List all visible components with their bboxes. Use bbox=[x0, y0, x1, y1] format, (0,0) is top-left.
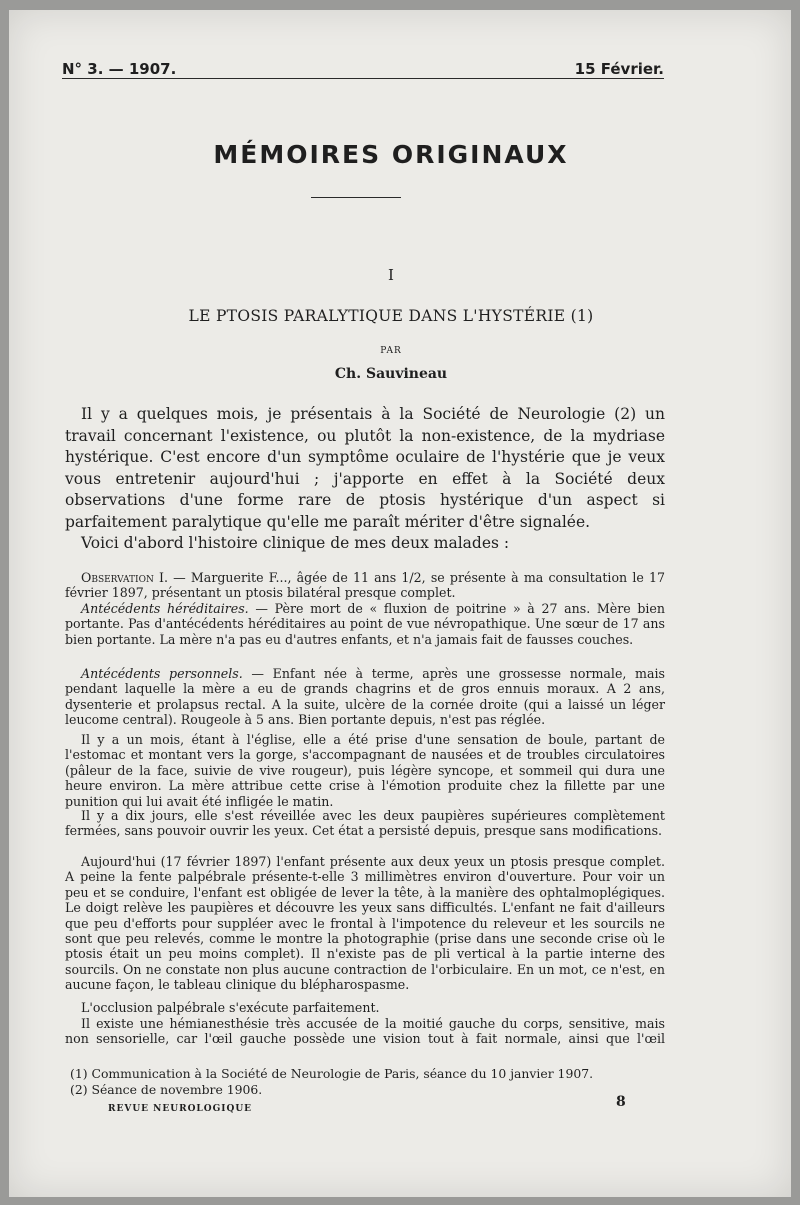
journal-name: REVUE NEUROLOGIQUE bbox=[108, 1104, 253, 1114]
observation-label: Observation I. bbox=[81, 570, 168, 585]
personal-text: — Enfant née à terme, après une grossesse normale, mais pendant laquelle la mère a eu de grands chagrins et de gros ennuis moraux. A 2 ans, dysenterie et prolapsus rectal. A la suite, ulcère de la cornée droite (qui a laissé un léger leucome central). Rougeole à 5 ans. Bien portante depuis, n'est pas réglée. bbox=[65, 666, 665, 728]
header-rule bbox=[62, 78, 664, 79]
crisis-paragraph: Il y a un mois, étant à l'église, elle a été prise d'une sensation de boule, partant de l'estomac et montant vers la gorge, s'accompagnant de nausées et de troubles circulatoires (pâleur de la face, suivie de vive rougeur), puis légère syncope, et sommeil qui dura une heure environ. La mère attribue cette crise à l'émotion produite chez la fillette par une punition qui lui avait été infligée le matin. bbox=[65, 732, 665, 809]
running-header bbox=[62, 60, 664, 84]
occlusion-paragraph: L'occlusion palpébrale s'exécute parfaitement. bbox=[81, 1000, 380, 1015]
personal-label: Antécédents personnels. bbox=[81, 666, 243, 681]
section-title: MÉMOIRES ORIGINAUX bbox=[213, 140, 569, 169]
page-number: 8 bbox=[616, 1094, 626, 1110]
footnote-2: (2) Séance de novembre 1906. bbox=[70, 1082, 263, 1097]
eyelids-paragraph: Il y a dix jours, elle s'est réveillée avec les deux paupières supérieures complètement fermées, sans pouvoir ouvrir les yeux. Cet état a persisté depuis, presque sans modifications. bbox=[65, 808, 665, 839]
issue-date: 15 Février. bbox=[574, 60, 664, 78]
observation-intro bbox=[65, 570, 665, 601]
intro-paragraph-2: Voici d'abord l'histoire clinique de mes deux malades : bbox=[81, 534, 510, 552]
observation-text: — Marguerite F..., âgée de 11 ans 1/2, se présente à ma consultation le 17 février 1897, présentant un ptosis bilatéral presque complet. bbox=[65, 570, 665, 601]
article-number: I bbox=[388, 266, 394, 284]
hemianesthesia-paragraph: Il existe une hémianesthésie très accusée de la moitié gauche du corps, sensitive, mais non sensorielle, car l'œil gauche possède une vision tout à fait normale, ainsi que l'œil bbox=[65, 1016, 665, 1047]
author-name: Ch. Sauvineau bbox=[334, 366, 448, 382]
hereditary-label: Antécédents héréditaires. bbox=[81, 601, 249, 616]
title-rule bbox=[311, 197, 401, 198]
intro-paragraph: Il y a quelques mois, je présentais à la Société de Neurologie (2) un travail concernant l'existence, ou plutôt la non-existence, de la mydriase hystérique. C'est encore d'un symptôme oculaire de l'hystérie que je veux vous entretenir aujourd'hui ; j'apporte en effet à la Société deux observations d'une forme rare de ptosis hystérique d'un aspect si parfaitement paralytique qu'elle me paraît mériter d'être signalée. bbox=[65, 405, 665, 531]
hereditary-text: — Père mort de « fluxion de poitrine » à 27 ans. Mère bien portante. Pas d'antécédents héréditaires au point de vue névropathique. Une sœur de 17 ans bien portante. La mère n'a pas eu d'autres enfants, et n'a jamais fait de fausses couches. bbox=[65, 601, 665, 647]
byline-label: PAR bbox=[380, 346, 402, 356]
examination-paragraph: Aujourd'hui (17 février 1897) l'enfant présente aux deux yeux un ptosis presque complet. A peine la fente palpébrale présente-t-elle 3 millimètres environ d'ouverture. Pour voir un peu et se conduire, l'enfant est obligée de lever la tête, à la manière des ophtalmoplégiques. Le doigt relève les paupières et découvre les yeux sans difficultés. L'enfant ne fait d'ailleurs que peu d'efforts pour suppléer avec le frontal à l'impotence du releveur et les sourcils ne sont que peu relevés, comme le montre la photographie (prise dans une seconde crise où le ptosis était un peu moins complet). Il n'existe pas de pli vertical à la partie interne des sourcils. On ne constate non plus aucune contraction de l'orbiculaire. En un mot, ce n'est, en aucune façon, le tableau clinique du blépharospasme. bbox=[65, 854, 665, 993]
issue-number: N° 3. — 1907. bbox=[62, 60, 177, 78]
hereditary-paragraph bbox=[65, 601, 665, 647]
footnote-1: (1) Communication à la Société de Neurologie de Paris, séance du 10 janvier 1907. bbox=[70, 1066, 594, 1081]
article-title: LE PTOSIS PARALYTIQUE DANS L'HYSTÉRIE (1) bbox=[188, 307, 594, 325]
personal-paragraph bbox=[65, 666, 665, 728]
